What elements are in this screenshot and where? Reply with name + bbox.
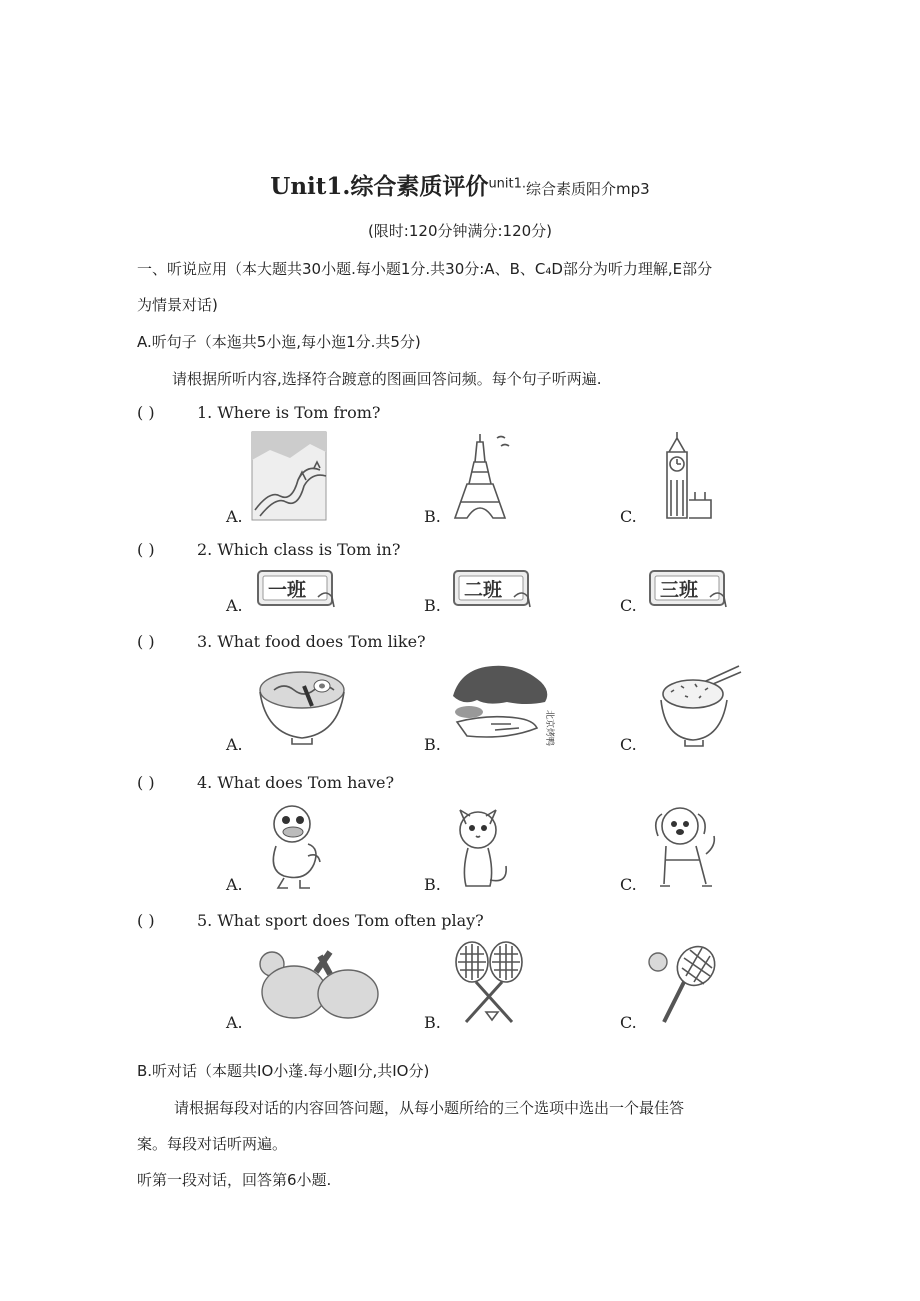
question-text: 3. What food does Tom like? (197, 632, 426, 651)
partB-heading: B.听对话（本题共IO小蓬.每小题I分,共IO分) (137, 1062, 430, 1080)
big-ben-icon (655, 430, 715, 522)
partA-heading: A.听句子（本迤共5小迤,每小迤1分.共5分) (137, 333, 421, 351)
ping-pong-icon (256, 942, 382, 1022)
first-dialog-prompt: 听第一段对话，回答第6小题. (137, 1171, 332, 1189)
eiffel-tower-icon (445, 432, 515, 522)
section1-heading: 一、听说应用（本大题共30小题.每小题1分.共30分:A、B、C₄D部分为听力理解,E部分 (137, 260, 713, 278)
answer-blank[interactable]: ( ) (137, 773, 155, 792)
question-3 (137, 632, 426, 651)
option-c-label[interactable]: C. (620, 507, 637, 526)
sign-text: 三班 (660, 579, 699, 601)
great-wall-icon (250, 430, 328, 522)
sign-text: 二班 (464, 579, 503, 601)
title-tail: 综合素质阳介mp3 (526, 180, 650, 198)
option-a-label[interactable]: A. (226, 735, 243, 754)
answer-blank[interactable]: ( ) (137, 540, 155, 559)
question-text: 5. What sport does Tom often play? (197, 911, 484, 930)
question-text: 1. Where is Tom from? (197, 403, 381, 422)
time-limit: (限时:120分钟满分:120分) (367, 222, 553, 240)
noodle-bowl-icon (256, 664, 348, 746)
page-title (0, 168, 920, 201)
option-b-label[interactable]: B. (424, 596, 441, 615)
option-a-label[interactable]: A. (226, 596, 243, 615)
title-main: Unit1.综合素质评价 (270, 173, 489, 200)
option-b-label[interactable]: B. (424, 507, 441, 526)
dog-icon (650, 800, 720, 892)
tennis-icon (646, 944, 722, 1028)
duck-icon (260, 800, 326, 892)
answer-blank[interactable]: ( ) (137, 403, 155, 422)
roast-duck-icon (447, 662, 563, 748)
class-sign-icon (648, 567, 730, 611)
sign-text: 一班 (268, 579, 307, 601)
option-a-label[interactable]: A. (226, 875, 243, 894)
rice-bowl-icon (655, 664, 745, 748)
question-4 (137, 773, 394, 792)
partB-instruction: 请根据每段对话的内容回答问题，从每小题所给的三个选项中选出一个最佳答 (174, 1099, 685, 1117)
class-sign-icon (256, 567, 338, 611)
question-2 (137, 540, 400, 559)
option-c-label[interactable]: C. (620, 875, 637, 894)
question-text: 4. What does Tom have? (197, 773, 395, 792)
option-b-label[interactable]: B. (424, 1013, 441, 1032)
answer-blank[interactable]: ( ) (137, 911, 155, 930)
section1-heading-cont: 为情景对话) (137, 296, 218, 314)
option-c-label[interactable]: C. (620, 735, 637, 754)
badminton-icon (450, 940, 530, 1028)
partA-instruction: 请根据所听内容,选择符合踱意的图画回答问频。每个句子听两遍. (172, 370, 602, 388)
option-a-label[interactable]: A. (226, 1013, 243, 1032)
duck-caption: 北京烤鸭 (544, 710, 554, 747)
cat-icon (450, 800, 514, 892)
question-1 (137, 403, 380, 422)
option-a-label[interactable]: A. (226, 507, 243, 526)
partB-instruction-cont: 案。每段对话听两遍。 (137, 1135, 288, 1153)
title-superscript: unit1. (488, 176, 527, 192)
answer-blank[interactable]: ( ) (137, 632, 155, 651)
option-b-label[interactable]: B. (424, 735, 441, 754)
option-c-label[interactable]: C. (620, 596, 637, 615)
question-text: 2. Which class is Tom in? (197, 540, 401, 559)
option-b-label[interactable]: B. (424, 875, 441, 894)
option-c-label[interactable]: C. (620, 1013, 637, 1032)
question-5 (137, 911, 484, 930)
class-sign-icon (452, 567, 534, 611)
